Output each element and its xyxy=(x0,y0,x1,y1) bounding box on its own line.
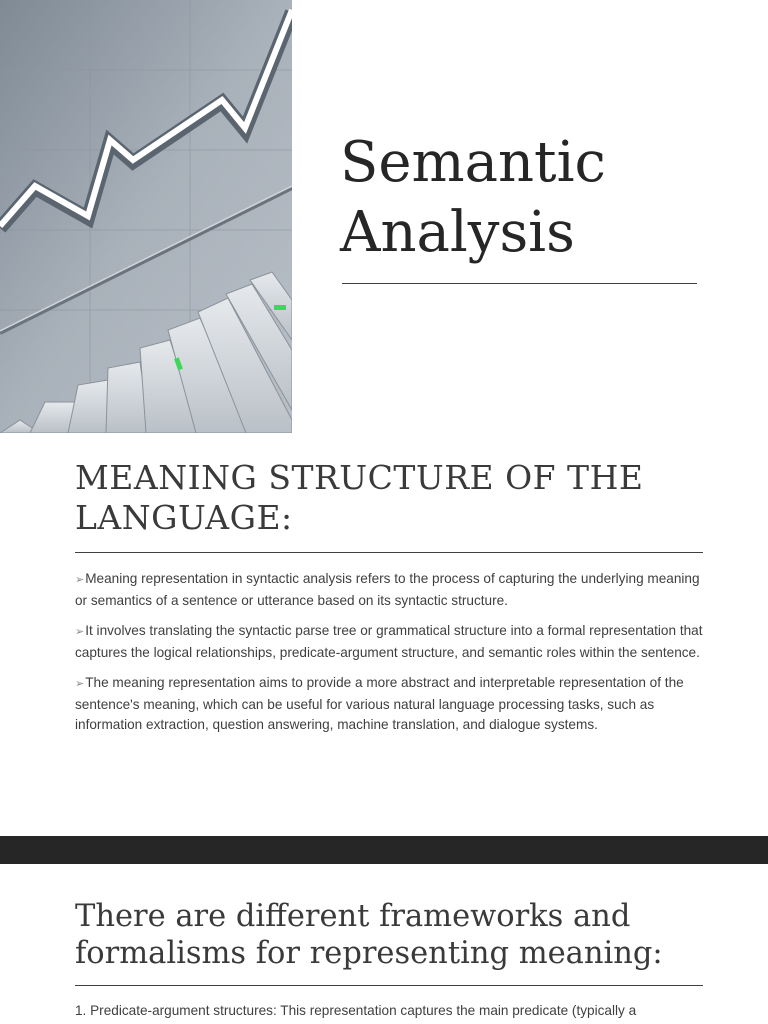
bullet-text: Meaning representation in syntactic analysis refers to the process of capturing the underlying meaning or semantics of a sentence or utterance based on its syntactic structure. xyxy=(75,571,700,608)
section-heading xyxy=(75,458,715,538)
hero-image-stairs-growth-arrow xyxy=(0,0,292,433)
slide-2 xyxy=(0,864,768,1024)
arrowhead-bullet-icon: ➢ xyxy=(75,626,85,638)
bullet-text: It involves translating the syntactic parse tree or grammatical structure into a formal representation that captures the logical relationships, predicate-argument structure, and semantic roles within the sentence. xyxy=(75,623,703,660)
bullet-list xyxy=(75,569,705,746)
numbered-item: 1. Predicate-argument structures: This representation captures the main predicate (typically a xyxy=(75,1003,637,1018)
slide-separator-band xyxy=(0,836,768,864)
bullet-item xyxy=(75,569,705,611)
slide-title-line-2: Analysis xyxy=(340,200,575,265)
slide-2-heading-underline xyxy=(75,985,703,986)
title-underline xyxy=(342,283,697,284)
bullet-item xyxy=(75,673,705,736)
slide-title-line-1: Semantic xyxy=(340,130,606,195)
bullet-text: The meaning representation aims to provide a more abstract and interpretable representation of the sentence's meaning, which can be useful for various natural language processing tasks, such as information extraction, question answering, machine translation, and dialogue systems. xyxy=(75,675,684,732)
slide-2-heading-line-1: There are different frameworks and xyxy=(75,899,631,934)
slide-2-heading xyxy=(75,898,735,972)
slide-2-heading-line-2: formalisms for representing meaning: xyxy=(75,936,663,971)
title-block xyxy=(340,128,700,268)
section-heading-line-1: MEANING STRUCTURE OF THE xyxy=(75,458,644,497)
arrowhead-bullet-icon: ➢ xyxy=(75,678,85,690)
slide-title xyxy=(340,128,700,268)
bullet-item xyxy=(75,621,705,663)
arrowhead-bullet-icon: ➢ xyxy=(75,574,85,586)
section-heading-underline xyxy=(75,552,703,553)
section-heading-line-2: LANGUAGE: xyxy=(75,498,293,537)
